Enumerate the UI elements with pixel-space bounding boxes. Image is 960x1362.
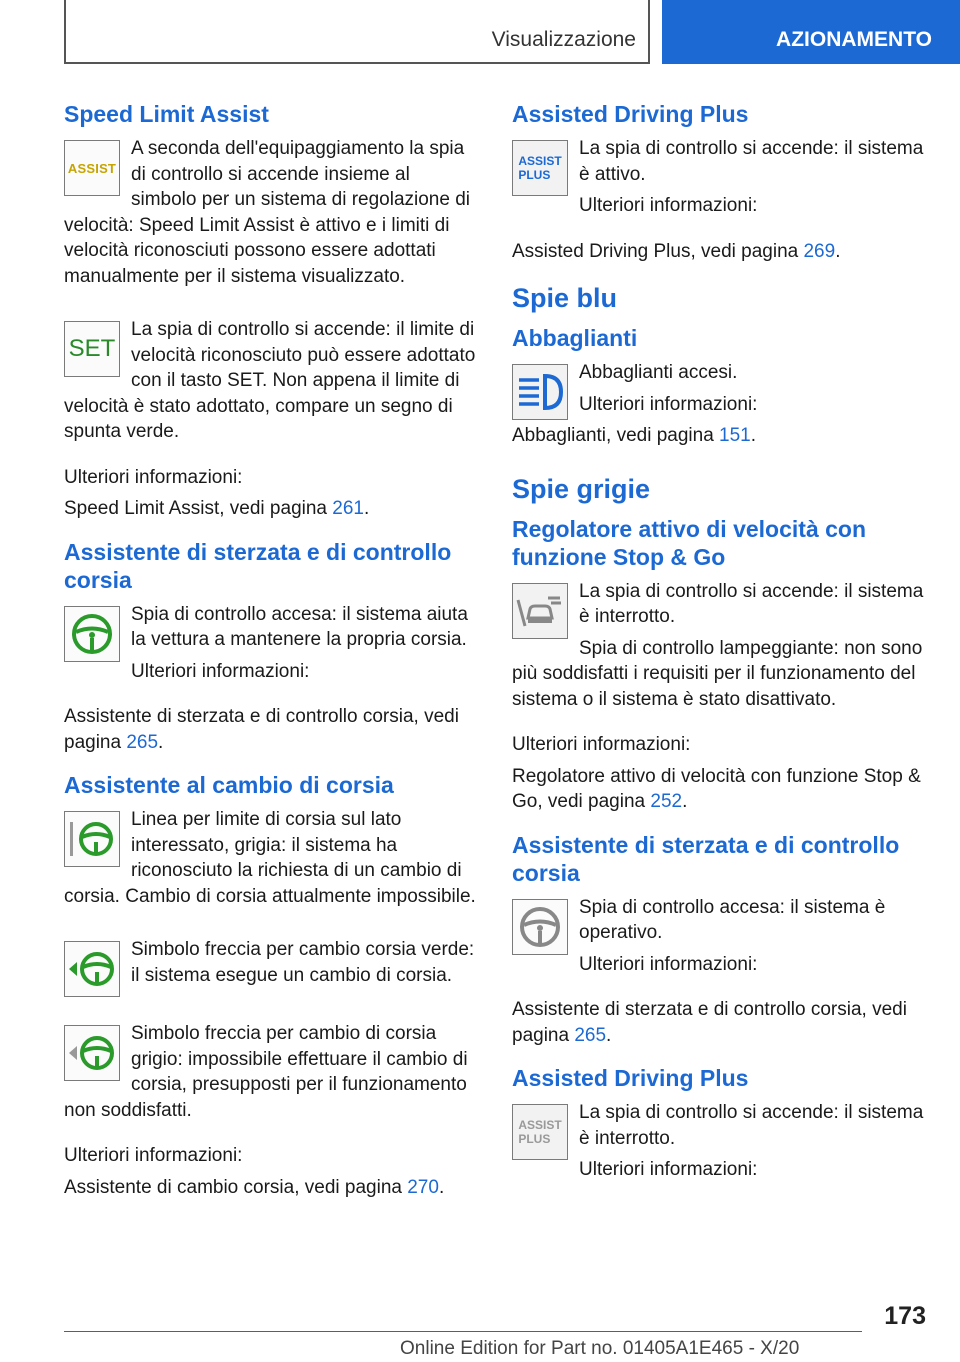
lane-change-reference: Assistente di cambio corsia, vedi pagina 270.	[64, 1176, 445, 1198]
page-link-269[interactable]: 269	[803, 240, 836, 262]
acc-stop-go-heading: Regolatore attivo di velocità con funzione Stop & Go	[512, 515, 867, 570]
adp-active-heading: Assisted Driving Plus	[512, 101, 749, 127]
speed-limit-set-text: La spia di controllo si accende: il limite di velocità riconosciuto può essere adottato con il tasto SET. Non appena il limite di velocità è stato adottato, compare un segno di spunta verde.	[64, 319, 476, 442]
acc-stop-go-block	[512, 579, 926, 719]
acc-stop-go-reference: Regolatore attivo di velocità con funzione Stop & Go, vedi pagina 252.	[512, 765, 921, 812]
speed-limit-assist-text: A seconda dell'equipaggiamento la spia di controllo si accende insieme al simbolo per un sistema di regolazione di velocità: Speed Limit Assist è attivo e i limiti di velocità riconosciuti possono essere adottati manualmente per il sistema visualizzato.	[64, 138, 471, 287]
page-link-265[interactable]: 265	[126, 731, 159, 753]
adp-interrupted-more-label: Ulteriori informazioni:	[579, 1159, 758, 1180]
footer-edition: Online Edition for Part no. 01405A1E465 - X/20	[400, 1338, 800, 1359]
lane-change-green-arrow-block	[64, 937, 480, 999]
lane-steer-block	[64, 602, 480, 691]
lane-steer-grey-reference: Assistente di sterzata e di controllo corsia, vedi pagina 265.	[512, 999, 907, 1046]
cruise-control-grey-icon	[512, 583, 568, 639]
right-column	[512, 100, 926, 1203]
high-beam-heading: Abbaglianti	[512, 325, 638, 351]
speed-limit-assist-block	[64, 136, 480, 295]
header-chapter-tab[interactable]	[662, 0, 960, 64]
grey-lights-heading: Spie grigie	[512, 473, 651, 504]
lane-steer-grey-heading: Assistente di sterzata e di controllo corsia	[512, 831, 900, 886]
page-link-265-b[interactable]: 265	[574, 1024, 607, 1046]
speed-limit-more-label: Ulteriori informazioni:	[64, 466, 243, 488]
speed-limit-set-block	[64, 317, 480, 451]
blue-lights-heading: Spie blu	[512, 283, 618, 313]
acc-stop-go-blink-text: Spia di controllo lampeggiante: non sono più soddisfatti i requisiti per il funzionamento del sistema o il sistema è stato disattivato.	[512, 637, 923, 710]
high-beam-block	[512, 360, 926, 455]
adp-interrupted-block	[512, 1100, 926, 1189]
assist-plus-blue-icon	[512, 140, 568, 196]
left-column	[64, 100, 480, 1206]
high-beam-icon	[512, 364, 568, 420]
page-number: 173	[884, 1302, 926, 1330]
lane-change-green-arrow-icon	[64, 941, 120, 997]
header-section-title: Visualizzazione	[491, 28, 636, 51]
footer-rule	[64, 1331, 862, 1332]
acc-stop-go-more-label: Ulteriori informazioni:	[512, 734, 691, 755]
lane-change-green-arrow-text: Simbolo freccia per cambio corsia verde: il sistema esegue un cambio di corsia.	[131, 939, 475, 986]
lane-steer-grey-block	[512, 895, 926, 984]
assist-icon-label: ASSIST	[67, 160, 117, 176]
lane-change-grey-line-block	[64, 807, 480, 915]
speed-limit-assist-heading: Speed Limit Assist	[64, 101, 269, 127]
adp-active-block	[512, 136, 926, 225]
page-link-151[interactable]: 151	[719, 425, 751, 446]
lane-steer-more-label: Ulteriori informazioni:	[131, 660, 310, 682]
adp-active-more-label: Ulteriori informazioni:	[579, 195, 758, 216]
assist-plus-blue-label: ASSIST PLUS	[518, 154, 562, 182]
lane-change-grey-arrow-text: Simbolo freccia per cambio di corsia grigio: impossibile effettuare il cambio di corsia, presupposti per il funzionamento non soddisfatti.	[64, 1023, 468, 1121]
adp-interrupted-text: La spia di controllo si accende: il sistema è interrotto.	[579, 1102, 924, 1149]
adp-active-reference: Assisted Driving Plus, vedi pagina 269.	[512, 240, 841, 262]
lane-steer-grey-more-label: Ulteriori informazioni:	[579, 953, 758, 975]
adp-active-text: La spia di controllo si accende: il sistema è attivo.	[579, 138, 924, 185]
header-chapter-label: AZIONAMENTO	[776, 28, 932, 51]
assist-plus-grey-label: ASSIST PLUS	[518, 1118, 562, 1146]
assist-warning-icon	[64, 140, 120, 196]
lane-change-more-label: Ulteriori informazioni:	[64, 1145, 243, 1166]
page-link-261[interactable]: 261	[332, 498, 364, 519]
acc-stop-go-text: La spia di controllo si accende: il sistema è interrotto.	[579, 580, 924, 627]
page-link-270[interactable]: 270	[407, 1176, 439, 1198]
lane-steer-heading: Assistente di sterzata e di controllo corsia	[64, 538, 452, 593]
high-beam-more-label: Ulteriori informazioni:	[579, 393, 758, 415]
lane-steer-reference: Assistente di sterzata e di controllo corsia, vedi pagina 265.	[64, 706, 459, 753]
lane-change-grey-line-text: Linea per limite di corsia sul lato interessato, grigia: il sistema ha riconosciuto la richiesta di un cambio di corsia. Cambio di corsia attualmente impossibile.	[64, 809, 476, 907]
lane-change-grey-arrow-block	[64, 1021, 480, 1129]
high-beam-text: Abbaglianti accesi.	[579, 362, 738, 383]
set-warning-icon	[64, 321, 120, 377]
lane-change-grey-line-icon	[64, 811, 120, 867]
adp-interrupted-heading: Assisted Driving Plus	[512, 1065, 749, 1091]
steering-wheel-green-icon	[64, 606, 120, 662]
lane-steer-text: Spia di controllo accesa: il sistema aiuta la vettura a mantenere la propria corsia.	[131, 603, 468, 650]
header-rule	[64, 62, 650, 64]
speed-limit-reference: Speed Limit Assist, vedi pagina 261.	[64, 498, 370, 519]
assist-plus-grey-icon	[512, 1104, 568, 1160]
lane-steer-grey-text: Spia di controllo accesa: il sistema è operativo.	[579, 896, 886, 943]
steering-wheel-grey-icon	[512, 899, 568, 955]
high-beam-reference: Abbaglianti, vedi pagina 151.	[512, 425, 757, 446]
page-link-252[interactable]: 252	[650, 791, 683, 812]
lane-change-grey-arrow-icon	[64, 1025, 120, 1081]
lane-change-heading: Assistente al cambio di corsia	[64, 772, 394, 798]
set-icon-label: SET	[68, 335, 116, 362]
